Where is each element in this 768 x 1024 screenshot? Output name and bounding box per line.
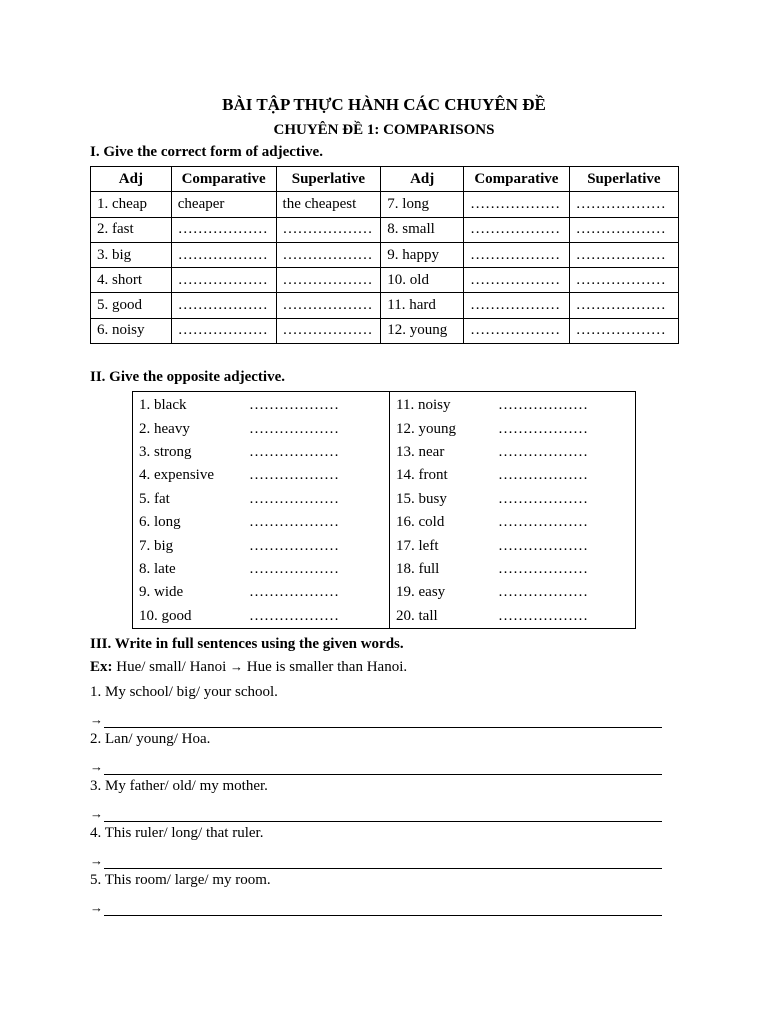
table-row [133,511,636,534]
table-row [133,441,636,464]
table-cell: 8. late [139,560,176,577]
header-cell: Superlative [276,167,381,192]
table-row [133,558,636,581]
table-cell: ……………… [243,581,390,604]
question-item [90,870,662,916]
table-cell: ……………… [243,464,390,487]
table-cell: ……………… [498,490,588,507]
table-cell: 12. young [381,318,464,343]
table-cell: ……………… [464,242,570,267]
table-cell: 17. left [390,534,493,557]
table-cell: ……………… [464,192,570,217]
answer-blank[interactable] [104,713,662,728]
table-cell: 18. full [390,558,493,581]
table-cell: 12. young [390,417,493,440]
table-cell: ……………… [171,293,276,318]
table-row [133,605,636,629]
table-cell: 4. expensive [139,467,214,484]
arrow-icon: → [90,806,103,821]
table-cell: ……………… [243,392,390,418]
page-title: BÀI TẬP THỰC HÀNH CÁC CHUYÊN ĐỀ [222,95,546,114]
example-label: Ex: [90,659,113,675]
table-cell: 8. small [381,217,464,242]
arrow-icon: → [229,659,243,674]
question-item [90,823,662,869]
table-cell: 6. long [139,514,181,531]
header-cell: Adj [91,167,172,192]
table-cell: ……………… [498,560,588,577]
question-text: 4. This ruler/ long/ that ruler. [90,825,264,841]
table-row [91,318,679,343]
table-cell: ……………… [498,443,588,460]
table-cell: ……………… [569,217,678,242]
table-cell: 20. tall [390,605,493,629]
table-row [133,488,636,511]
table-cell: ……………… [498,397,588,414]
answer-blank[interactable] [104,854,662,869]
table-cell: ……………… [276,318,381,343]
table-cell: 2. fast [91,217,172,242]
arrow-icon: → [90,900,103,915]
table-row [91,192,679,217]
table-cell: 10. good [139,607,192,624]
table-cell: ……………… [569,318,678,343]
header-cell: Comparative [171,167,276,192]
table-cell: ……………… [276,268,381,293]
table-cell: ……………… [498,537,588,554]
example-answer: Hue is smaller than Hanoi. [246,659,408,675]
table-cell: ……………… [464,217,570,242]
table-cell: ……………… [276,217,381,242]
table-cell: ……………… [243,511,390,534]
table-cell: ……………… [569,242,678,267]
table-cell: 7. big [139,537,174,554]
section-3-heading: III. Write in full sentences using the given words. [90,636,404,652]
table-cell: 1. black [139,397,187,414]
table-cell: ……………… [498,584,588,601]
table-cell: 1. cheap [91,192,172,217]
opposite-adjective-table [132,391,636,629]
table-cell: ……………… [276,293,381,318]
header-cell: Comparative [464,167,570,192]
table-row [91,268,679,293]
answer-line[interactable] [90,706,662,728]
question-text: 2. Lan/ young/ Hoa. [90,731,211,747]
table-row [91,293,679,318]
answer-line[interactable] [90,800,662,822]
table-cell: ……………… [243,417,390,440]
arrow-icon: → [90,712,103,727]
answer-blank[interactable] [104,901,662,916]
table-cell: 13. near [390,441,493,464]
header-cell: Adj [381,167,464,192]
example-prompt: Hue/ small/ Hanoi [116,659,227,675]
table-cell: 5. good [91,293,172,318]
table-cell: ……………… [243,605,390,629]
table-cell: ……………… [569,192,678,217]
table-cell: ……………… [243,441,390,464]
table-cell: 5. fat [139,490,170,507]
table-cell: ……………… [171,217,276,242]
table-cell: ……………… [171,268,276,293]
question-text: 3. My father/ old/ my mother. [90,778,268,794]
section-1-heading: I. Give the correct form of adjective. [90,144,323,160]
table-cell: ……………… [569,293,678,318]
table-cell: 11. hard [381,293,464,318]
answer-blank[interactable] [104,760,662,775]
header-cell: Superlative [569,167,678,192]
table-cell: 9. wide [139,584,184,601]
comparison-table [90,166,679,344]
table-cell: 9. happy [381,242,464,267]
table-row [91,242,679,267]
table-cell: ……………… [498,467,588,484]
page-subtitle: CHUYÊN ĐỀ 1: COMPARISONS [273,122,495,138]
example-line [90,659,407,676]
table-cell: 4. short [91,268,172,293]
table-cell: ……………… [464,293,570,318]
table-cell: the cheapest [276,192,381,217]
question-item [90,682,662,728]
table-cell: ……………… [171,318,276,343]
table-cell: 3. strong [139,443,192,460]
table-cell: ……………… [276,242,381,267]
answer-line[interactable] [90,894,662,916]
table-cell: ……………… [243,534,390,557]
table-row [133,464,636,487]
table-cell: 2. heavy [139,420,190,437]
table-row [91,217,679,242]
table-cell: 10. old [381,268,464,293]
question-text: 1. My school/ big/ your school. [90,684,278,700]
table-header-row [91,167,679,192]
table-cell: ……………… [498,420,588,437]
table-cell: ……………… [464,318,570,343]
table-cell: ……………… [171,242,276,267]
arrow-icon: → [90,759,103,774]
arrow-icon: → [90,853,103,868]
answer-blank[interactable] [104,807,662,822]
table-cell: ……………… [569,268,678,293]
table-cell: 11. noisy [390,392,493,418]
table-row [133,581,636,604]
table-cell: ……………… [243,488,390,511]
table-row [133,417,636,440]
table-cell: ……………… [243,558,390,581]
table-cell: ……………… [498,607,588,624]
table-row [133,392,636,418]
table-row [133,534,636,557]
table-cell: 15. busy [390,488,493,511]
answer-line[interactable] [90,753,662,775]
table-cell: 19. easy [390,581,493,604]
answer-line[interactable] [90,847,662,869]
section-2-heading: II. Give the opposite adjective. [90,369,285,385]
table-cell: 16. cold [390,511,493,534]
table-cell: 14. front [390,464,493,487]
question-item [90,776,662,822]
question-item [90,729,662,775]
table-cell: cheaper [171,192,276,217]
table-cell: ……………… [464,268,570,293]
question-text: 5. This room/ large/ my room. [90,872,271,888]
table-cell: 7. long [381,192,464,217]
table-cell: 6. noisy [91,318,172,343]
table-cell: ……………… [498,514,588,531]
table-cell: 3. big [91,242,172,267]
